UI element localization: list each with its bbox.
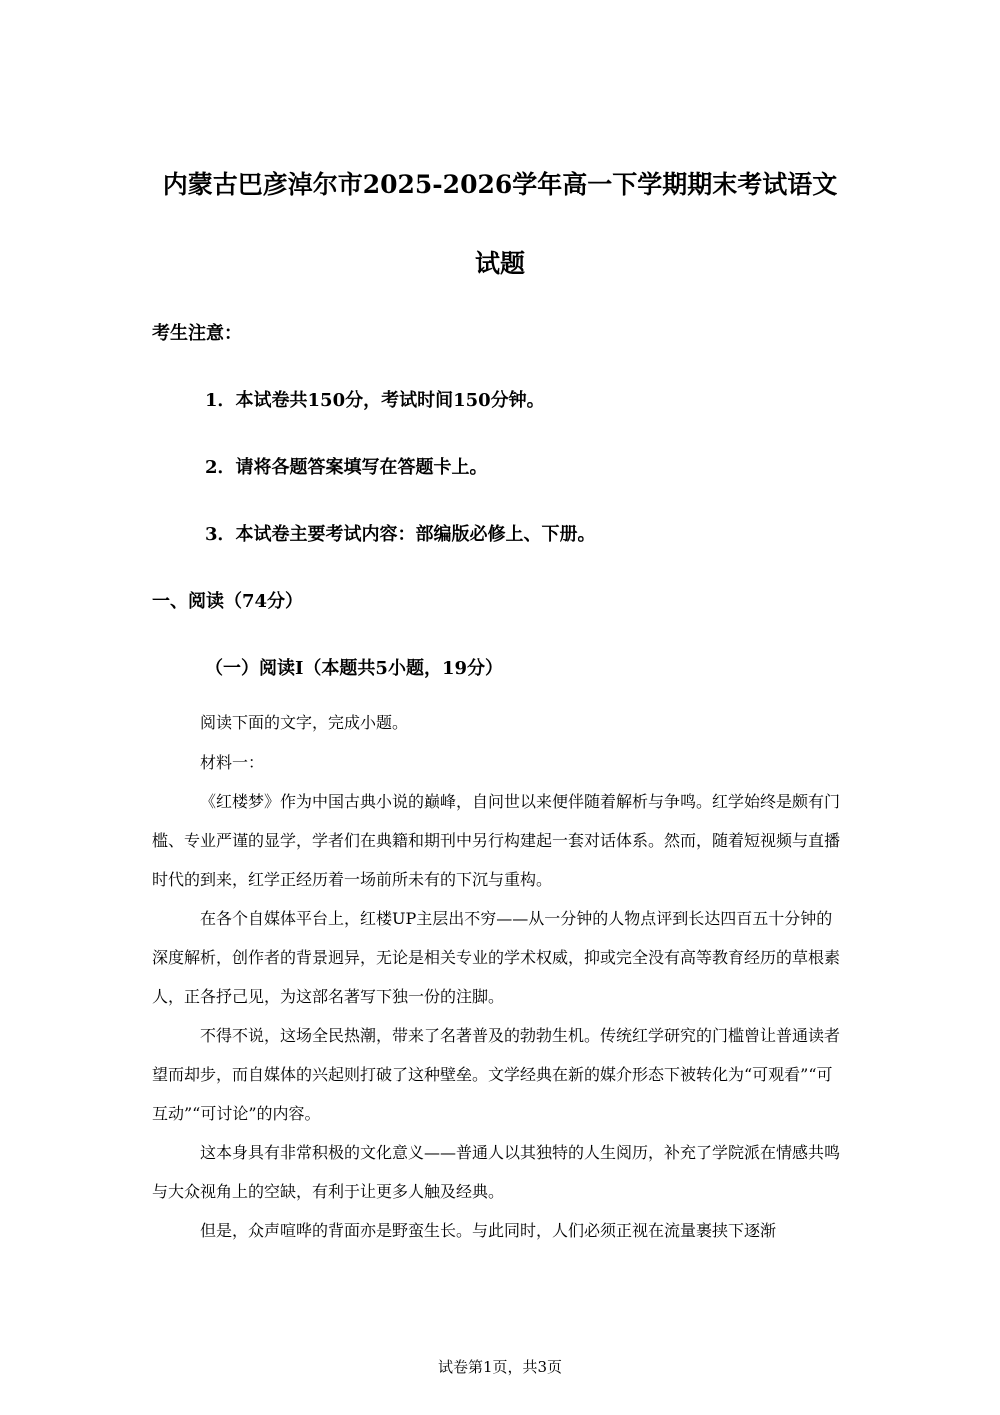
subsection-heading-reading-1: （一）阅读Ⅰ（本题共5小题，19分）: [205, 658, 503, 679]
paragraph-5: 但是，众声喧哗的背面亦是野蛮生长。与此同时，人们必须正视在流量裹挟下逐渐: [200, 1221, 777, 1240]
page-footer: 试卷第1页，共3页: [437, 1358, 563, 1376]
paragraph-1: 《红楼梦》作为中国古典小说的巅峰，自问世以来便伴随着解析与争鸣。红学始终是颇有门槛、专业严谨的显学，学者们在典籍和期刊中另行构建起一套对话体系。然而，随着短视频与直播时代的到来，红学正经历着一场前所未有的下沉与重构。: [152, 792, 841, 889]
paragraph-4: 这本身具有非常积极的文化意义——普通人以其独特的人生阅历，补充了学院派在情感共鸣与大众视角上的空缺，有利于让更多人触及经典。: [152, 1143, 841, 1201]
material-label: 材料一：: [200, 753, 265, 772]
notice-item-3: 3．本试卷主要考试内容：部编版必修上、下册。: [205, 524, 596, 545]
notice-item-2: 2．请将各题答案填写在答题卡上。: [205, 457, 488, 478]
exam-title-line-1: 内蒙古巴彦淖尔市2025-2026学年高一下学期期末考试语文: [162, 170, 838, 199]
paragraph-2: 在各个自媒体平台上，红楼UP主层出不穷——从一分钟的人物点评到长达四百五十分钟的深度解析，创作者的背景迥异，无论是相关专业的学术权威，抑或完全没有高等教育经历的草根素人，正各抒己见，为这部名著写下独一份的注脚。: [152, 909, 841, 1006]
notice-heading: 考生注意：: [152, 323, 242, 344]
section-heading-reading: 一、阅读（74分）: [152, 591, 304, 612]
notice-item-1: 1．本试卷共150分，考试时间150分钟。: [205, 390, 545, 411]
exam-title-line-2: 试题: [474, 249, 525, 278]
paragraph-3: 不得不说，这场全民热潮，带来了名著普及的勃勃生机。传统红学研究的门槛曾让普通读者望而却步，而自媒体的兴起则打破了这种壁垒。文学经典在新的媒介形态下被转化为“可观看”“可互动”“可讨论”的内容。: [152, 1026, 841, 1123]
reading-instruction: 阅读下面的文字，完成小题。: [200, 713, 409, 732]
